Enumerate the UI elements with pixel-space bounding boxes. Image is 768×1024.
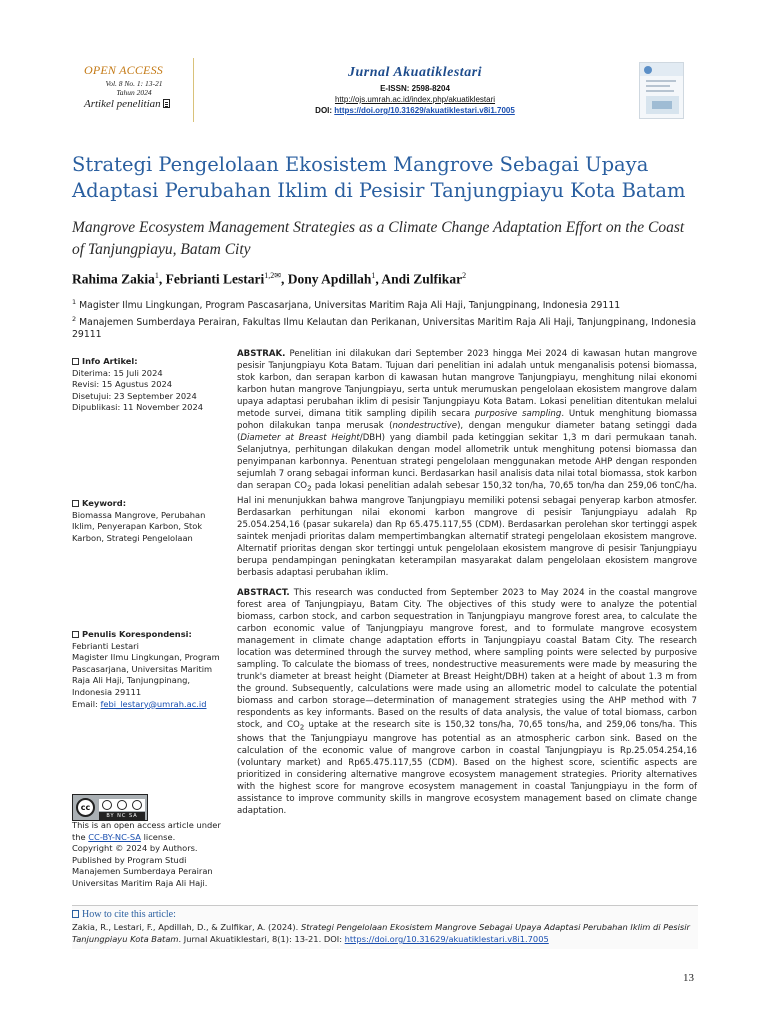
citation-text: Zakia, R., Lestari, F., Apdillah, D., & Zulfikar, A. (2024). Strategi Pengelolaan Ekosistem Mangrove Sebagai Upaya Adaptasi Perubahan Iklim di Pesisir Tanjungpiayu Kota Batam. Jurnal Akuatiklestari, 8(1): 13-21. DOI: https://doi.org/10.31629/akuatiklestari.v8i1.7005 [72,922,690,944]
article-info-block [72,356,228,414]
key-icon [72,500,79,507]
citation-box [72,905,698,949]
article-title: Strategi Pengelolaan Ekosistem Mangrove Sebagai Upaya Adaptasi Perubahan Iklim di Pesisir Tanjungpiayu Kota Batam [72,153,686,202]
received-date: Diterima: 15 Juli 2024 [72,367,163,378]
abstrak-indonesian: ABSTRAK. Penelitian ini dilakukan dari September 2023 hingga Mei 2024 di kawasan hutan mangrove pesisir Tanjungpiayu Kota Batam. Tujuan dari penelitian ini adalah untuk menganalisis potensi biomassa, stok karbon, dan serapan karbon di kawasan hutan mangrove Tanjungpiayu, menghitung nilai ekonomi karbon hutan mangrove Tanjungpiayu, serta untuk merumuskan pengelolaan ekosistem mangrove dalam upaya adaptasi perubahan iklim di pesisir Tanjungpiayu Kota Batam. Lokasi penelitian ditentukan melalui metode survei, dimana titik sampling dipilih secara purposive sampling. Untuk menghitung biomassa pohon dilakukan tanpa merusak (nondestructive), dengan mengukur diameter batang setinggi dada (Diameter at Breast Height/DBH) yang diambil pada ketinggian sekitar 1,3 m dari permukaan tanah. Selanjutnya, perhitungan dilakukan dengan model allometrik untuk menghitung potensi biomassa dan penyimpanan karbonnya. Penentuan strategi pengelolaan menggunakan metode AHP dengan responden sejumlah 7 orang sebagai informan kunci. Berdasarkan hasil analisis data nilai total biomassa, stok karbon dan serapan $CO_2$ pada lokasi penelitian adalah sebesar 150,32 ton/ha, 70,65 ton/ha dan 259,06 tonC/ha. Hal ini menunjukkan bahwa mangrove Tanjungpiayu memiliki potensi sebagai penyerap karbon atmosfer. Berdasarkan perhitungan nilai ekonomi karbon mangrove di pesisir Tanjungpiayu adalah Rp 25.054.254,16 (pasar sukarela) dan Rp 65.475.117,55 (CDM). Berdasarkan perolehan skor tertinggi aspek saintek menjadi prioritas dalam mempertimbangkan alternatif strategi pengelolaan ekosistem mangrove. Alternatif prioritas dengan skor tertinggi untuk pengelolaan ekosistem mangrove di pesisir Tanjungpiayu berupa pendampingan peningkatan keterampilan masyarakat dalam pengelolaan ekosistem mangrove berbasis adaptasi perubahan iklim. [237,349,698,578]
abstrak-label: ABSTRAK. [237,349,286,359]
journal-logo-icon [644,66,652,74]
by-icon [102,800,112,810]
author-name: Andi Zulfikar [381,271,463,287]
header-center-panel [194,58,636,122]
citation-heading: How to cite this article: [72,909,698,921]
keywords-block [72,498,228,544]
email-link[interactable]: febi_lestary@umrah.ac.id [100,698,207,709]
article-type-label: Artikel penelitian [84,98,161,110]
year-text: Tahun 2024 [116,88,152,97]
journal-header [72,58,698,122]
doi-line [194,106,636,115]
cc-license-badge[interactable] [72,794,148,821]
correspondence-heading: Penulis Korespondensi: [72,629,228,641]
open-access-label: OPEN ACCESS [84,63,163,77]
published-date: Dipublikasi: 11 November 2024 [72,402,204,413]
author-name: Rahima Zakia [72,271,155,287]
journal-name: Jurnal Akuatiklestari [347,65,483,80]
copyright-text: Copyright © 2024 by Authors. [72,843,198,854]
volume-text: Vol. 8 No. 1: 13-21 [105,79,163,88]
abstract-english: ABSTRACT. This research was conducted from September 2023 to May 2024 in the coastal mangrove forest area of Tanjungpiayu, Batam City. The objectives of this study were to analyze the potential biomass, carbon stock, and carbon sequestration in Tanjungpiayu mangrove forest area, to calculate the carbon economic value of Tanjungpiayu mangrove forest, and to formulate mangrove ecosystem management in climate change adaptation efforts in Tanjungpiayu coastal Batam City. The research location was determined through the survey method, where sampling points were selected by purposive sampling. To calculate the biomass of trees, nondestructive measurements were made by measuring the trunk's diameter at breast height (Diameter at Breast Height/DBH) taken at a height of about 1.3 m from the ground. Subsequently, calculations were made using an allometric model to calculate the potential biomass and carbon storage—determination of management strategies using the AHP method with 7 respondents as key informants. Based on the results of data analysis, the value of total biomass, carbon stock, and $CO_2$ uptake at the research site is 150,32 tons/ha, 70,65 tons/ha, and 259,06 tons/ha. This shows that the Tanjungpiayu mangrove has potential as an atmospheric carbon sink. Based on the calculation of the economic value of mangrove carbon in coastal Tanjungpiayu is Rp.25.054.254,16 (voluntary market) and Rp65.475.117,55 (CDM). Based on the highest score, scientific aspects are prioritized in considering alternative mangrove ecosystem management strategies. Priority alternatives with the highest score for mangrove ecosystem management in coastal Tanjungpiayu in the form of assistance to improve community skills in mangrove ecosystem management based on climate change adaptation. [237,587,698,817]
checkbox-icon [72,358,79,365]
revised-date: Revisi: 15 Agustus 2024 [72,379,173,390]
header-left-panel [72,58,194,122]
cc-license-link[interactable]: CC-BY-NC-SA [88,831,141,842]
correspondence-affiliation: Magister Ilmu Lingkungan, Program Pascasarjana, Universitas Maritim Raja Ali Haji, Tanjungpinang, Indonesia 29111 [72,652,220,697]
document-icon [163,99,170,108]
affiliations [72,296,698,342]
correspondence-name: Febrianti Lestari [72,640,139,651]
sa-icon [132,800,142,810]
keywords-heading: Keyword: [72,498,228,510]
volume-info [94,79,174,97]
page-number: 13 [683,972,694,984]
keywords-text: Biomassa Mangrove, Perubahan Iklim, Penyerapan Karbon, Stok Karbon, Strategi Pengelolaan [72,509,206,543]
accepted-date: Disetujui: 23 September 2024 [72,390,197,401]
nc-icon [117,800,127,810]
abstract-label: ABSTRACT. [237,587,290,598]
author-list: Rahima Zakia$^1$, Febrianti Lestari$^{1,2✉}$, Dony Apdillah$^1$, Andi Zulfikar$^2$ [72,271,467,287]
license-icons [99,799,145,811]
article-type [84,98,170,110]
document-icon [72,910,79,918]
mail-icon [72,631,79,638]
correspondence-block [72,629,228,710]
cc-badge-text: BY NC SA [99,812,145,820]
correspondence-email: Email: febi_lestary@umrah.ac.id [72,698,207,709]
author-name: Febrianti Lestari [165,271,265,287]
publisher-text: Published by Program Studi Manajemen Sumberdaya Perairan Universitas Maritim Raja Ali Haji. [72,854,213,888]
cc-icon: cc [76,798,95,817]
article-info-heading: Info Artikel: [72,356,228,368]
doi-label: DOI: [315,106,333,115]
journal-cover-thumbnail [639,62,684,119]
author-name: Dony Apdillah [287,271,372,287]
doi-link[interactable]: https://doi.org/10.31629/akuatiklestari.v8i1.7005 [334,106,515,115]
affiliation-1: $^1$ Magister Ilmu Lingkungan, Program Pascasarjana, Universitas Maritim Raja Ali Haji, Tanjungpinang, Indonesia 29111 [72,298,621,312]
affiliation-2: $^2$ Manajemen Sumberdaya Perairan, Fakultas Ilmu Kelautan dan Perikanan, Universitas Maritim Raja Ali Haji, Tanjungpinang, Indonesia 29111 [72,314,697,341]
journal-url-link[interactable]: http://ojs.umrah.ac.id/index.php/akuatiklestari [334,95,496,104]
article-subtitle: Mangrove Ecosystem Management Strategies as a Climate Change Adaptation Effort on the Coast of Tanjungpiayu, Batam City [72,219,685,258]
abstract-column [237,348,697,825]
eissn: E-ISSN: 2598-8204 [380,84,450,93]
license-text: This is an open access article under the CC-BY-NC-SA license. Copyright © 2024 by Authors. Published by Program Studi Manajemen Sumberdaya Perairan Universitas Maritim Raja Ali Haji. [72,820,228,890]
citation-doi-link[interactable]: https://doi.org/10.31629/akuatiklestari.v8i1.7005 [344,934,549,944]
